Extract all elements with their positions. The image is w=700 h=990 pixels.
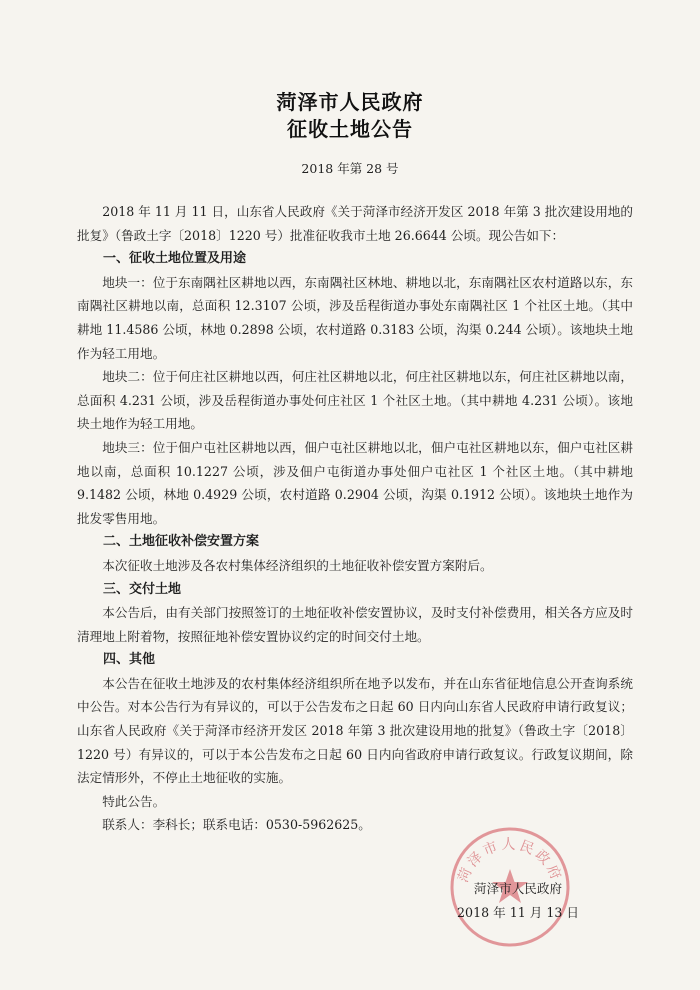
plot-1-paragraph: 地块一：位于东南隅社区耕地以西，东南隅社区林地、耕地以北，东南隅社区农村道路以东，东南隅社区耕地以南，总面积 12.3107 公顷，涉及岳程街道办事处东南隅社区 1 个社区土地。（其中耕地 11.4586 公顷，林地 0.2898 公顷，农村道路 0.3183 公顷，沟渠 0.244 公顷）。该地块土地作为轻工用地。 — [77, 274, 633, 361]
section-2-paragraph: 本次征收土地涉及各农村集体经济组织的土地征收补偿安置方案附后。 — [102, 557, 493, 573]
section-1-heading: 一、征收土地位置及用途 — [103, 251, 247, 267]
intro-paragraph: 2018 年 11 月 11 日，山东省人民政府《关于菏泽市经济开发区 2018 年第 3 批次建设用地的批复》（鲁政土字〔2018〕1220 号）批准征收我市土地 26.6644 公顷。现公告如下： — [77, 204, 633, 243]
closing-line: 特此公告。 — [102, 793, 166, 809]
section-3-heading: 三、交付土地 — [103, 581, 182, 597]
contact-line: 联系人：李科长；联系电话：0530-5962625。 — [102, 817, 371, 833]
document-number: 2018 年第 28 号 — [301, 161, 399, 176]
section-4-heading: 四、其他 — [103, 652, 156, 668]
plot-3-paragraph: 地块三：位于佃户屯社区耕地以西，佃户屯社区耕地以北，佃户屯社区耕地以东，佃户屯社区耕地以南，总面积 10.1227 公顷，涉及佃户屯街道办事处佃户屯社区 1 个社区土地。（其中耕地 9.1482 公顷，林地 0.4929 公顷，农村道路 0.2904 公顷，沟渠 0.1912 公顷）。该地块土地作为批发零售用地。 — [77, 439, 633, 526]
document-issuer-title: 菏泽市人民政府 — [276, 90, 424, 114]
section-4-paragraph: 本公告在征收土地涉及的农村集体经济组织所在地予以发布，并在山东省征地信息公开查询系统中公告。对本公告行为有异议的，可以于公告发布之日起 60 日内向山东省人民政府申请行政复议；山东省人民政府《关于菏泽市经济开发区 2018 年第 3 批次建设用地的批复》（鲁政土字〔2018〕1220 号）有异议的，可以于本公告发布之日起 60 日内向省政府申请行政复议。行政复议期间，除法定情形外，不停止土地征收的实施。 — [77, 675, 633, 786]
seal-text: 菏泽市人民政府 — [455, 837, 565, 885]
plot-2-paragraph: 地块二：位于何庄社区耕地以西，何庄社区耕地以北，何庄社区耕地以东，何庄社区耕地以南，总面积 4.231 公顷，涉及岳程街道办事处何庄社区 1 个社区土地。（其中耕地 4.231 公顷）。该地块土地作为轻工用地。 — [77, 369, 633, 432]
signature-date: 2018 年 11 月 13 日 — [457, 905, 579, 920]
document-body — [77, 200, 633, 837]
document-title: 征收土地公告 — [287, 117, 413, 141]
section-2-heading: 二、土地征收补偿安置方案 — [103, 534, 260, 550]
signature-organization: 菏泽市人民政府 — [473, 881, 563, 896]
section-3-paragraph: 本公告后，由有关部门按照签订的土地征收补偿安置协议，及时支付补偿费用，相关各方应及时清理地上附着物，按照征地补偿安置协议约定的时间交付土地。 — [77, 605, 633, 644]
